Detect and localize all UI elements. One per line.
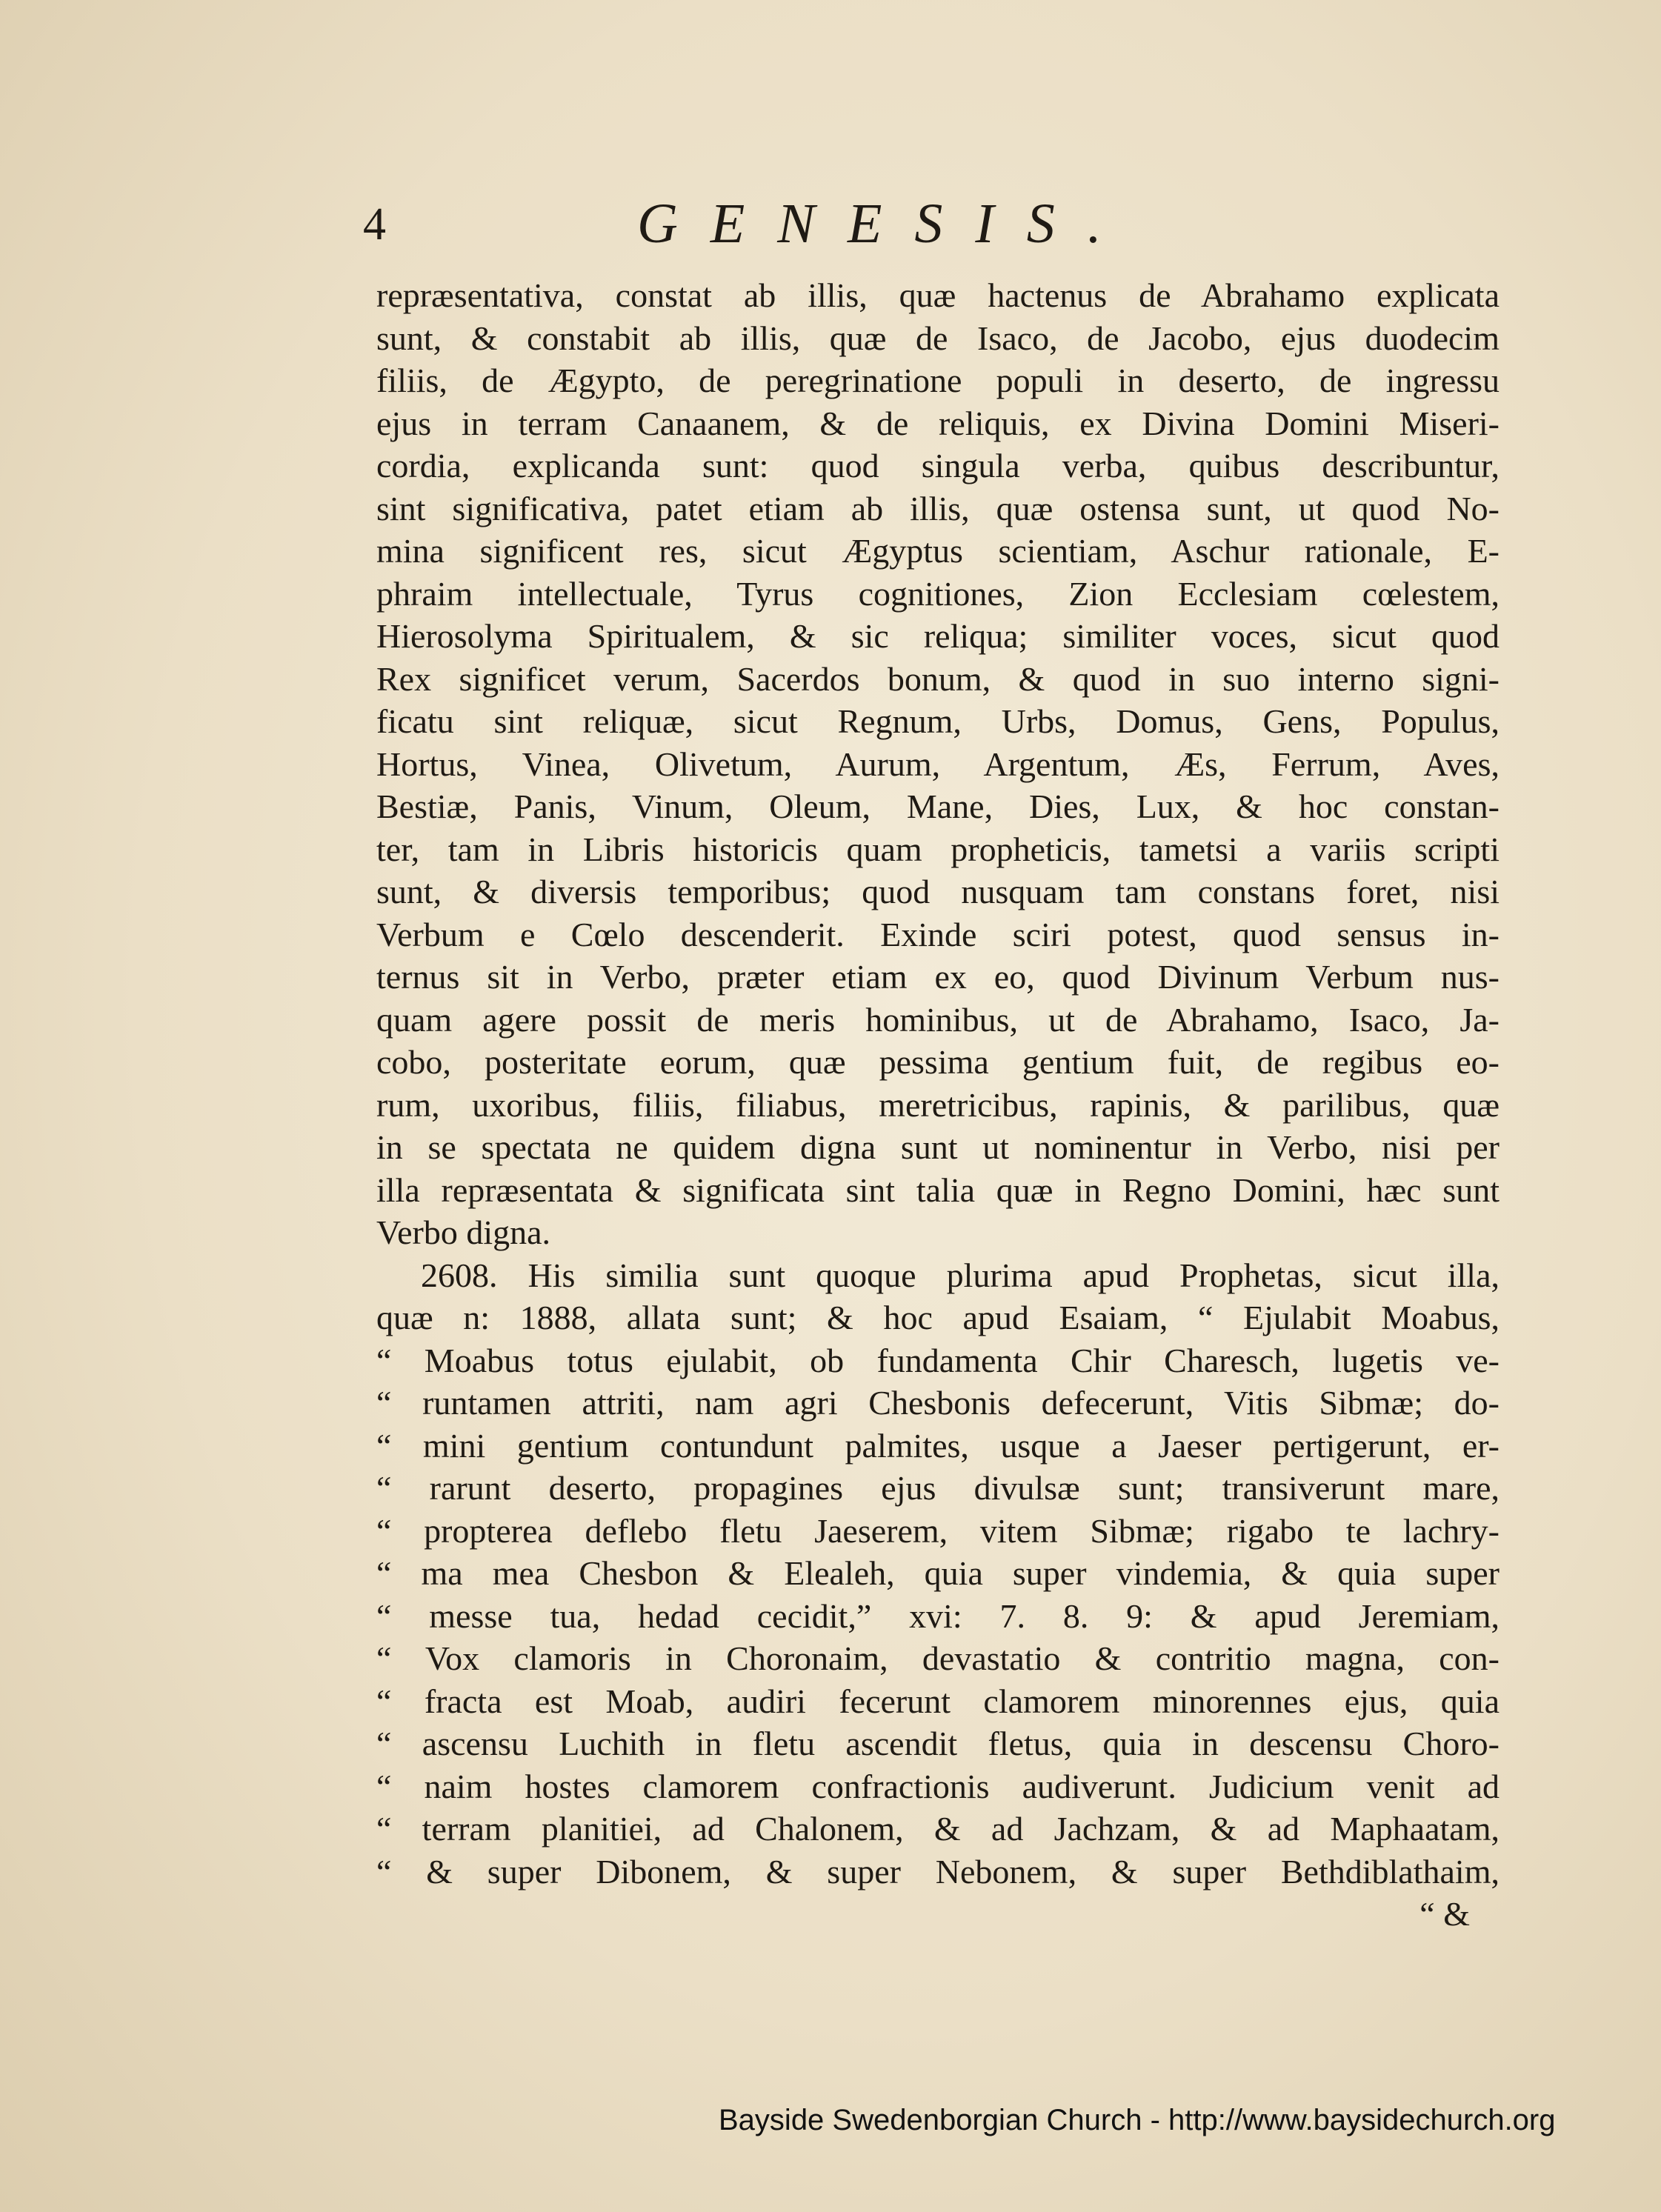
text-line: “ fracta est Moab, audiri fecerunt clamorem minorennes ejus, quia (376, 1682, 1499, 1720)
text-line: Verbo digna. (376, 1213, 551, 1251)
text-line: Hierosolyma Spiritualem, & sic reliqua; similiter voces, sicut quod (376, 617, 1499, 655)
running-head: GENESIS. (637, 193, 1134, 255)
text-line: “ propterea deflebo fletu Jaeserem, vitem Sibmæ; rigabo te lachry- (376, 1511, 1499, 1550)
text-line: filiis, de Ægypto, de peregrinatione populi in deserto, de ingressu (376, 362, 1499, 399)
text-line: phraim intellectuale, Tyrus cognitiones, Zion Ecclesiam cœlestem, (376, 574, 1499, 613)
text-line: “ ascensu Luchith in fletu ascendit fletus, quia in descensu Choro- (376, 1725, 1499, 1762)
page-number: 4 (363, 199, 386, 250)
text-line: “ naim hostes clamorem confractionis audiverunt. Judicium venit ad (376, 1767, 1499, 1805)
text-line: Bestiæ, Panis, Vinum, Oleum, Mane, Dies, Lux, & hoc constan- (376, 787, 1499, 825)
text-line: 2608. His similia sunt quoque plurima apud Prophetas, sicut illa, (421, 1256, 1499, 1294)
text-line: “ ma mea Chesbon & Elealeh, quia super vindemia, & quia super (376, 1554, 1499, 1592)
text-line: “ runtamen attriti, nam agri Chesbonis defecerunt, Vitis Sibmæ; do- (376, 1384, 1499, 1422)
text-line: repræsentativa, constat ab illis, quæ hactenus de Abrahamo explicata (376, 276, 1499, 314)
text-line: “ terram planitiei, ad Chalonem, & ad Jachzam, & ad Maphaatam, (376, 1810, 1499, 1848)
text-line: Rex significet verum, Sacerdos bonum, & quod in suo interno signi- (376, 659, 1499, 698)
text-line: quam agere possit de meris hominibus, ut de Abrahamo, Isaco, Ja- (376, 1000, 1499, 1039)
text-line: illa repræsentata & significata sint talia quæ in Regno Domini, hæc sunt (376, 1170, 1499, 1209)
text-line: cordia, explicanda sunt: quod singula verba, quibus describuntur, (376, 447, 1499, 484)
text-line: quæ n: 1888, allata sunt; & hoc apud Esaiam, “ Ejulabit Moabus, (376, 1299, 1499, 1336)
text-line: “ Moabus totus ejulabit, ob fundamenta Chir Charesch, lugetis ve- (376, 1341, 1499, 1379)
text-line: ficatu sint reliquæ, sicut Regnum, Urbs, Domus, Gens, Populus, (376, 702, 1499, 740)
text-line: sint significativa, patet etiam ab illis, quæ ostensa sunt, ut quod No- (376, 489, 1499, 527)
footer-credit: Bayside Swedenborgian Church - http://www.baysidechurch.org (719, 2104, 1556, 2136)
text-line: Verbum e Cœlo descenderit. Exinde sciri potest, quod sensus in- (376, 915, 1499, 953)
text-line: “ messe tua, hedad cecidit,” xvi: 7. 8. 9: & apud Jeremiam, (376, 1596, 1499, 1635)
text-line: “ mini gentium contundunt palmites, usque a Jaeser pertigerunt, er- (376, 1426, 1499, 1465)
text-line: “ rarunt deserto, propagines ejus divulsæ sunt; transiverunt mare, (376, 1469, 1499, 1507)
text-line: cobo, posteritate eorum, quæ pessima gentium fuit, de regibus eo- (376, 1043, 1499, 1081)
body-paragraph (376, 274, 1499, 1254)
text-line: Hortus, Vinea, Olivetum, Aurum, Argentum, Æs, Ferrum, Aves, (376, 744, 1499, 783)
catchword: “ & (1419, 1895, 1470, 1933)
text-line: ejus in terram Canaanem, & de reliquis, ex Divina Domini Miseri- (376, 404, 1499, 442)
text-line: ter, tam in Libris historicis quam propheticis, tametsi a variis scripti (376, 830, 1499, 868)
text-line: rum, uxoribus, filiis, filiabus, meretricibus, rapinis, & parilibus, quæ (376, 1085, 1499, 1124)
text-line: mina significent res, sicut Ægyptus scientiam, Aschur rationale, E- (376, 532, 1499, 570)
text-block (376, 274, 1499, 1936)
text-line: “ & super Dibonem, & super Nebonem, & super Bethdiblathaim, (376, 1852, 1499, 1890)
text-line: in se spectata ne quidem digna sunt ut nominentur in Verbo, nisi per (376, 1128, 1499, 1166)
text-line: sunt, & constabit ab illis, quæ de Isaco, de Jacobo, ejus duodecim (376, 319, 1499, 357)
paragraph-2608 (376, 1254, 1499, 1893)
text-line: sunt, & diversis temporibus; quod nusquam tam constans foret, nisi (376, 873, 1499, 910)
text-line: ternus sit in Verbo, præter etiam ex eo, quod Divinum Verbum nus- (376, 958, 1499, 996)
text-line: “ Vox clamoris in Choronaim, devastatio & contritio magna, con- (376, 1639, 1499, 1677)
